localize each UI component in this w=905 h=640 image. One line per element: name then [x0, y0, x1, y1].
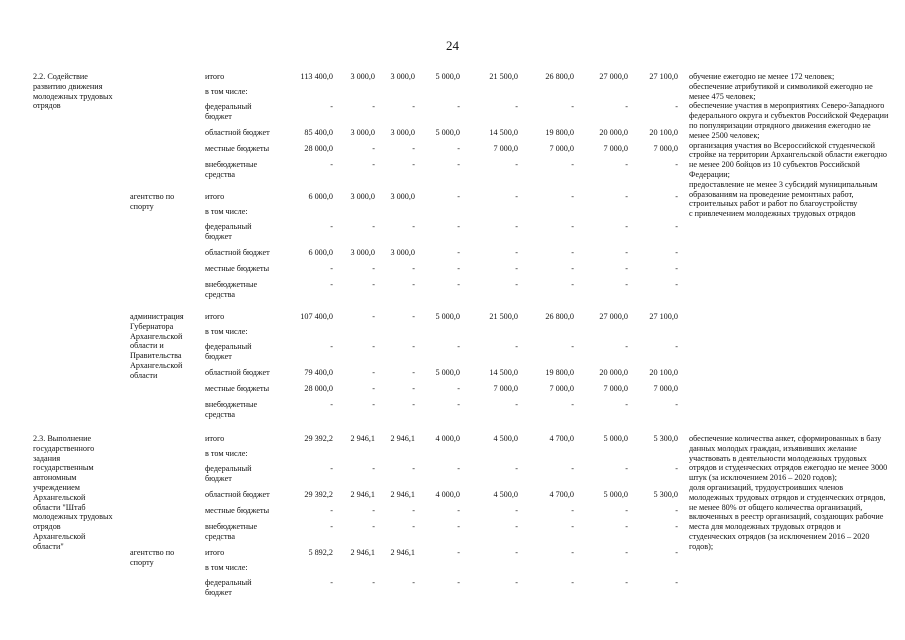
amount-cell: -: [571, 192, 574, 201]
amount-cell: 3 000,0: [350, 72, 375, 81]
amount-cell: 7 000,0: [603, 144, 628, 153]
funding-source-label: областной бюджет: [205, 490, 270, 499]
results-text: обеспечение количества анкет, сформированных в базу данных молодых граждан, изъявивших желание участвовать в деятельности молодежных трудовых отрядов и студенческих отрядов ежегодно не менее 3000 штук (за исключением 2016 – 2020 годов); доля организаций, трудоустроивших членов молодежных трудовых отрядов и студенческих отрядов, не менее 80% от общего количества организаций, включенных в реестр организаций, создающих рабочие места для молодежных трудовых отрядов и студенческих отрядов (за исключением 2016 – 2020 годов);: [689, 434, 888, 551]
amount-cell: -: [372, 160, 375, 169]
section-label: 2.2. Содействие развитию движения молодежных трудовых отрядов: [33, 72, 113, 111]
amount-cell: 27 100,0: [649, 72, 678, 81]
amount-cell: -: [571, 578, 574, 587]
amount-cell: 27 100,0: [649, 312, 678, 321]
funding-source-label: итого: [205, 192, 225, 201]
executor-name: агентство по спорту: [130, 192, 175, 211]
funding-source-label: федеральный бюджет: [205, 578, 252, 597]
amount-cell: -: [675, 342, 678, 351]
amount-cell: -: [515, 342, 518, 351]
amount-cell: 5 000,0: [603, 490, 628, 499]
amount-cell: -: [412, 342, 415, 351]
amount-cell: -: [571, 160, 574, 169]
amount-cell: -: [457, 522, 460, 531]
amount-cell: 7 000,0: [603, 384, 628, 393]
amount-cell: 27 000,0: [599, 312, 628, 321]
funding-source-label: местные бюджеты: [205, 144, 270, 153]
funding-source-label: федеральный бюджет: [205, 222, 252, 241]
amount-cell: 2 946,1: [390, 490, 415, 499]
amount-cell: 5 300,0: [653, 490, 678, 499]
amount-cell: -: [372, 400, 375, 409]
amount-cell: -: [515, 400, 518, 409]
amount-cell: -: [515, 160, 518, 169]
amount-cell: -: [571, 222, 574, 231]
amount-cell: -: [571, 264, 574, 273]
amount-cell: -: [675, 222, 678, 231]
funding-source-label: федеральный бюджет: [205, 102, 252, 121]
amount-cell: 4 000,0: [435, 434, 460, 443]
amount-cell: -: [675, 192, 678, 201]
amount-cell: 26 800,0: [545, 72, 574, 81]
amount-cell: -: [675, 280, 678, 289]
amount-cell: 85 400,0: [304, 128, 333, 137]
amount-cell: -: [625, 522, 628, 531]
amount-cell: -: [625, 400, 628, 409]
amount-cell: 2 946,1: [350, 490, 375, 499]
amount-cell: 79 400,0: [304, 368, 333, 377]
amount-cell: -: [412, 464, 415, 473]
amount-cell: -: [515, 280, 518, 289]
amount-cell: -: [330, 400, 333, 409]
amount-cell: 3 000,0: [390, 248, 415, 257]
amount-cell: -: [625, 248, 628, 257]
amount-cell: -: [515, 248, 518, 257]
funding-source-label: итого: [205, 312, 225, 321]
amount-cell: -: [412, 160, 415, 169]
amount-cell: -: [571, 548, 574, 557]
amount-cell: -: [675, 264, 678, 273]
funding-source-label: областной бюджет: [205, 368, 270, 377]
amount-cell: -: [571, 522, 574, 531]
amount-cell: 2 946,1: [390, 548, 415, 557]
amount-cell: 4 000,0: [435, 490, 460, 499]
amount-cell: -: [515, 222, 518, 231]
amount-cell: -: [457, 144, 460, 153]
amount-cell: 4 500,0: [493, 490, 518, 499]
amount-cell: -: [625, 548, 628, 557]
amount-cell: -: [571, 280, 574, 289]
amount-cell: -: [412, 400, 415, 409]
amount-cell: -: [571, 342, 574, 351]
amount-cell: -: [571, 102, 574, 111]
funding-source-label: федеральный бюджет: [205, 342, 252, 361]
amount-cell: -: [625, 222, 628, 231]
amount-cell: 29 392,2: [304, 490, 333, 499]
amount-cell: -: [457, 222, 460, 231]
page-number: 24: [446, 38, 459, 53]
executor-name: агентство по спорту: [130, 548, 175, 567]
amount-cell: -: [330, 342, 333, 351]
amount-cell: 14 500,0: [489, 368, 518, 377]
funding-source-label: в том числе:: [205, 449, 248, 458]
amount-cell: 4 500,0: [493, 434, 518, 443]
amount-cell: -: [412, 384, 415, 393]
amount-cell: -: [457, 400, 460, 409]
amount-cell: -: [372, 144, 375, 153]
amount-cell: -: [372, 342, 375, 351]
amount-cell: -: [412, 522, 415, 531]
amount-cell: -: [571, 506, 574, 515]
amount-cell: -: [412, 280, 415, 289]
funding-source-label: внебюджетные средства: [205, 400, 258, 419]
funding-source-label: итого: [205, 434, 225, 443]
section-label: 2.3. Выполнение государственного задания государственным автономным учреждением Архангельской области "Штаб молодежных трудовых отрядов Архангельской области": [33, 434, 113, 551]
amount-cell: 20 100,0: [649, 128, 678, 137]
amount-cell: 7 000,0: [549, 384, 574, 393]
amount-cell: -: [675, 400, 678, 409]
funding-source-label: итого: [205, 548, 225, 557]
amount-cell: -: [412, 506, 415, 515]
amount-cell: -: [412, 144, 415, 153]
amount-cell: 21 500,0: [489, 312, 518, 321]
amount-cell: -: [330, 280, 333, 289]
funding-source-label: в том числе:: [205, 563, 248, 572]
amount-cell: -: [457, 464, 460, 473]
funding-source-label: областной бюджет: [205, 248, 270, 257]
amount-cell: -: [330, 464, 333, 473]
amount-cell: 20 000,0: [599, 128, 628, 137]
amount-cell: -: [412, 102, 415, 111]
amount-cell: -: [372, 222, 375, 231]
amount-cell: 20 000,0: [599, 368, 628, 377]
amount-cell: -: [330, 506, 333, 515]
amount-cell: 5 000,0: [435, 312, 460, 321]
amount-cell: -: [372, 522, 375, 531]
amount-cell: 7 000,0: [653, 144, 678, 153]
amount-cell: 5 000,0: [435, 368, 460, 377]
amount-cell: 14 500,0: [489, 128, 518, 137]
amount-cell: -: [372, 506, 375, 515]
funding-source-label: местные бюджеты: [205, 384, 270, 393]
amount-cell: -: [625, 102, 628, 111]
amount-cell: -: [515, 192, 518, 201]
amount-cell: 107 400,0: [300, 312, 333, 321]
amount-cell: -: [515, 264, 518, 273]
amount-cell: -: [675, 578, 678, 587]
amount-cell: 5 000,0: [435, 72, 460, 81]
amount-cell: 2 946,1: [390, 434, 415, 443]
amount-cell: 6 000,0: [308, 192, 333, 201]
amount-cell: 21 500,0: [489, 72, 518, 81]
funding-source-label: внебюджетные средства: [205, 280, 258, 299]
amount-cell: -: [457, 192, 460, 201]
amount-cell: -: [625, 578, 628, 587]
amount-cell: -: [457, 280, 460, 289]
amount-cell: 4 700,0: [549, 434, 574, 443]
funding-source-label: итого: [205, 72, 225, 81]
amount-cell: -: [625, 192, 628, 201]
amount-cell: 3 000,0: [390, 72, 415, 81]
results-text: обучение ежегодно не менее 172 человек; обеспечение атрибутикой и символикой ежегодно не менее 475 человек; обеспечение участия в мероприятиях Северо-Западного федерального округа и субъектов Российской Федерации по популяризации отрядного движения ежегодно не менее 2500 человек; организация участия во Всероссийской студенческой стройке на территории Архангельской области ежегодно не менее 200 бойцов из 10 субъектов Российской Федерации; предоставление не менее 3 субсидий муниципальным образованиям на проведение ремонтных работ, строительных работ и работ по благоустройству с привлечением молодежных трудовых отрядов: [689, 72, 889, 219]
amount-cell: -: [675, 464, 678, 473]
amount-cell: -: [330, 264, 333, 273]
amount-cell: -: [675, 160, 678, 169]
amount-cell: 7 000,0: [653, 384, 678, 393]
amount-cell: 2 946,1: [350, 434, 375, 443]
amount-cell: 3 000,0: [390, 192, 415, 201]
amount-cell: -: [675, 522, 678, 531]
amount-cell: 28 000,0: [304, 384, 333, 393]
amount-cell: -: [675, 506, 678, 515]
amount-cell: -: [372, 384, 375, 393]
amount-cell: -: [412, 368, 415, 377]
amount-cell: 3 000,0: [350, 248, 375, 257]
amount-cell: -: [515, 522, 518, 531]
amount-cell: -: [330, 522, 333, 531]
amount-cell: -: [625, 506, 628, 515]
amount-cell: -: [330, 578, 333, 587]
amount-cell: -: [675, 548, 678, 557]
funding-source-label: в том числе:: [205, 207, 248, 216]
amount-cell: -: [372, 578, 375, 587]
amount-cell: -: [625, 464, 628, 473]
amount-cell: 5 000,0: [435, 128, 460, 137]
amount-cell: -: [625, 342, 628, 351]
amount-cell: -: [457, 102, 460, 111]
amount-cell: -: [372, 102, 375, 111]
amount-cell: -: [457, 578, 460, 587]
amount-cell: 113 400,0: [300, 72, 333, 81]
amount-cell: 28 000,0: [304, 144, 333, 153]
amount-cell: 5 000,0: [603, 434, 628, 443]
amount-cell: -: [412, 312, 415, 321]
amount-cell: -: [330, 222, 333, 231]
amount-cell: -: [457, 384, 460, 393]
amount-cell: -: [515, 506, 518, 515]
amount-cell: 3 000,0: [350, 192, 375, 201]
funding-source-label: внебюджетные средства: [205, 522, 258, 541]
amount-cell: -: [515, 548, 518, 557]
amount-cell: -: [457, 506, 460, 515]
amount-cell: 6 000,0: [308, 248, 333, 257]
amount-cell: -: [515, 102, 518, 111]
amount-cell: -: [412, 264, 415, 273]
amount-cell: -: [457, 548, 460, 557]
amount-cell: 29 392,2: [304, 434, 333, 443]
amount-cell: -: [675, 248, 678, 257]
amount-cell: 26 800,0: [545, 312, 574, 321]
amount-cell: 3 000,0: [350, 128, 375, 137]
amount-cell: -: [330, 102, 333, 111]
amount-cell: -: [330, 160, 333, 169]
amount-cell: -: [412, 222, 415, 231]
funding-source-label: в том числе:: [205, 327, 248, 336]
funding-source-label: областной бюджет: [205, 128, 270, 137]
funding-source-label: внебюджетные средства: [205, 160, 258, 179]
amount-cell: 7 000,0: [549, 144, 574, 153]
amount-cell: -: [372, 464, 375, 473]
amount-cell: -: [515, 578, 518, 587]
amount-cell: -: [571, 464, 574, 473]
amount-cell: -: [571, 248, 574, 257]
executor-name: администрация Губернатора Архангельской области и Правительства Архангельской области: [130, 312, 184, 380]
amount-cell: -: [675, 102, 678, 111]
funding-source-label: федеральный бюджет: [205, 464, 252, 483]
amount-cell: -: [625, 160, 628, 169]
amount-cell: -: [571, 400, 574, 409]
amount-cell: 3 000,0: [390, 128, 415, 137]
amount-cell: -: [457, 248, 460, 257]
amount-cell: -: [515, 464, 518, 473]
amount-cell: 4 700,0: [549, 490, 574, 499]
amount-cell: 27 000,0: [599, 72, 628, 81]
amount-cell: 2 946,1: [350, 548, 375, 557]
amount-cell: -: [457, 342, 460, 351]
funding-source-label: в том числе:: [205, 87, 248, 96]
amount-cell: 19 800,0: [545, 368, 574, 377]
amount-cell: -: [457, 160, 460, 169]
amount-cell: 20 100,0: [649, 368, 678, 377]
amount-cell: -: [412, 578, 415, 587]
amount-cell: -: [372, 264, 375, 273]
funding-source-label: местные бюджеты: [205, 264, 270, 273]
amount-cell: -: [457, 264, 460, 273]
amount-cell: -: [625, 280, 628, 289]
amount-cell: 5 300,0: [653, 434, 678, 443]
funding-source-label: местные бюджеты: [205, 506, 270, 515]
amount-cell: -: [372, 312, 375, 321]
amount-cell: -: [625, 264, 628, 273]
amount-cell: 7 000,0: [493, 144, 518, 153]
amount-cell: 19 800,0: [545, 128, 574, 137]
amount-cell: -: [372, 280, 375, 289]
amount-cell: -: [372, 368, 375, 377]
amount-cell: 7 000,0: [493, 384, 518, 393]
amount-cell: 5 892,2: [308, 548, 333, 557]
